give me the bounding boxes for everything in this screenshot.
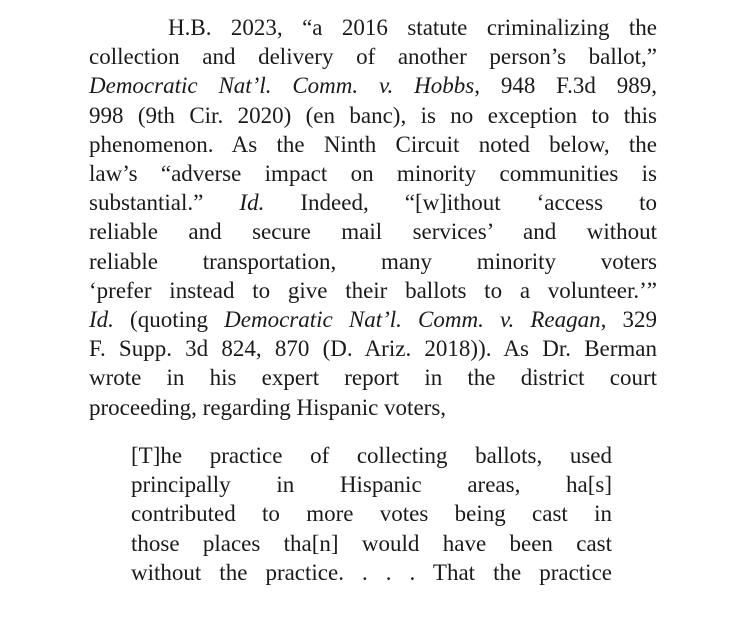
italic-citation: Democratic Nat’l. Comm. v. Hobbs bbox=[89, 73, 475, 99]
text-run: F. Supp. 3d 824, 870 (D. Ariz. 2018)). As Dr. Berman bbox=[89, 336, 657, 362]
paragraph-line bbox=[89, 188, 657, 218]
text-run: Indeed, “[w]ithout ‘access to bbox=[264, 190, 657, 216]
text-run: law’s “adverse impact on minority communities is bbox=[89, 161, 657, 186]
paragraph-line bbox=[89, 393, 657, 423]
italic-citation: Id. bbox=[239, 190, 265, 216]
italic-citation: Democratic Nat’l. Comm. v. Reagan, bbox=[224, 307, 607, 332]
text-run: [T]he practice of collecting ballots, used bbox=[131, 443, 612, 468]
text-run: H.B. 2023, “a 2016 statute criminalizing the bbox=[168, 15, 657, 40]
text-run: (quoting bbox=[113, 307, 225, 332]
text-run: 998 (9th Cir. 2020) (en banc), is no exception to this bbox=[89, 102, 657, 128]
paragraph-line bbox=[89, 363, 657, 393]
paragraph-line bbox=[89, 305, 657, 335]
italic-citation: Id. bbox=[89, 307, 114, 332]
text-run: reliable and secure mail services’ and without bbox=[89, 219, 657, 245]
quote-line bbox=[131, 470, 612, 500]
text-run: collection and delivery of another person’s ballot,” bbox=[89, 44, 657, 70]
paragraph-line bbox=[89, 276, 657, 306]
text-run: principally in Hispanic areas, ha[s] bbox=[131, 472, 612, 498]
quote-line bbox=[131, 441, 612, 471]
text-run: , 948 F.3d 989, bbox=[474, 73, 658, 99]
text-run: phenomenon. As the Ninth Circuit noted below, the bbox=[89, 131, 657, 157]
text-run: ‘prefer instead to give their ballots to a volunteer.’” bbox=[89, 277, 657, 303]
paragraph-line bbox=[89, 71, 657, 101]
text-run: reliable transportation, many minority voters bbox=[89, 248, 657, 274]
quote-line bbox=[131, 558, 612, 588]
paragraph-line bbox=[89, 334, 657, 364]
text-run: contributed to more votes being cast in bbox=[131, 501, 612, 527]
paragraph-line bbox=[168, 13, 657, 43]
paragraph-line bbox=[89, 42, 657, 72]
text-run: wrote in his expert report in the district court bbox=[89, 365, 657, 391]
quote-line bbox=[131, 499, 612, 529]
text-run: proceeding, regarding Hispanic voters, bbox=[89, 394, 447, 420]
text-run: 329 bbox=[606, 307, 657, 332]
paragraph-line bbox=[89, 130, 657, 160]
text-run: those places tha[n] would have been cast bbox=[131, 530, 612, 556]
quote-line bbox=[131, 529, 612, 559]
paragraph-line bbox=[89, 217, 657, 247]
text-run: substantial.” bbox=[89, 190, 240, 216]
paragraph-line bbox=[89, 247, 657, 277]
paragraph-line bbox=[89, 101, 657, 131]
text-run: without the practice. . . . That the practice bbox=[131, 559, 612, 585]
paragraph-line bbox=[89, 159, 657, 189]
